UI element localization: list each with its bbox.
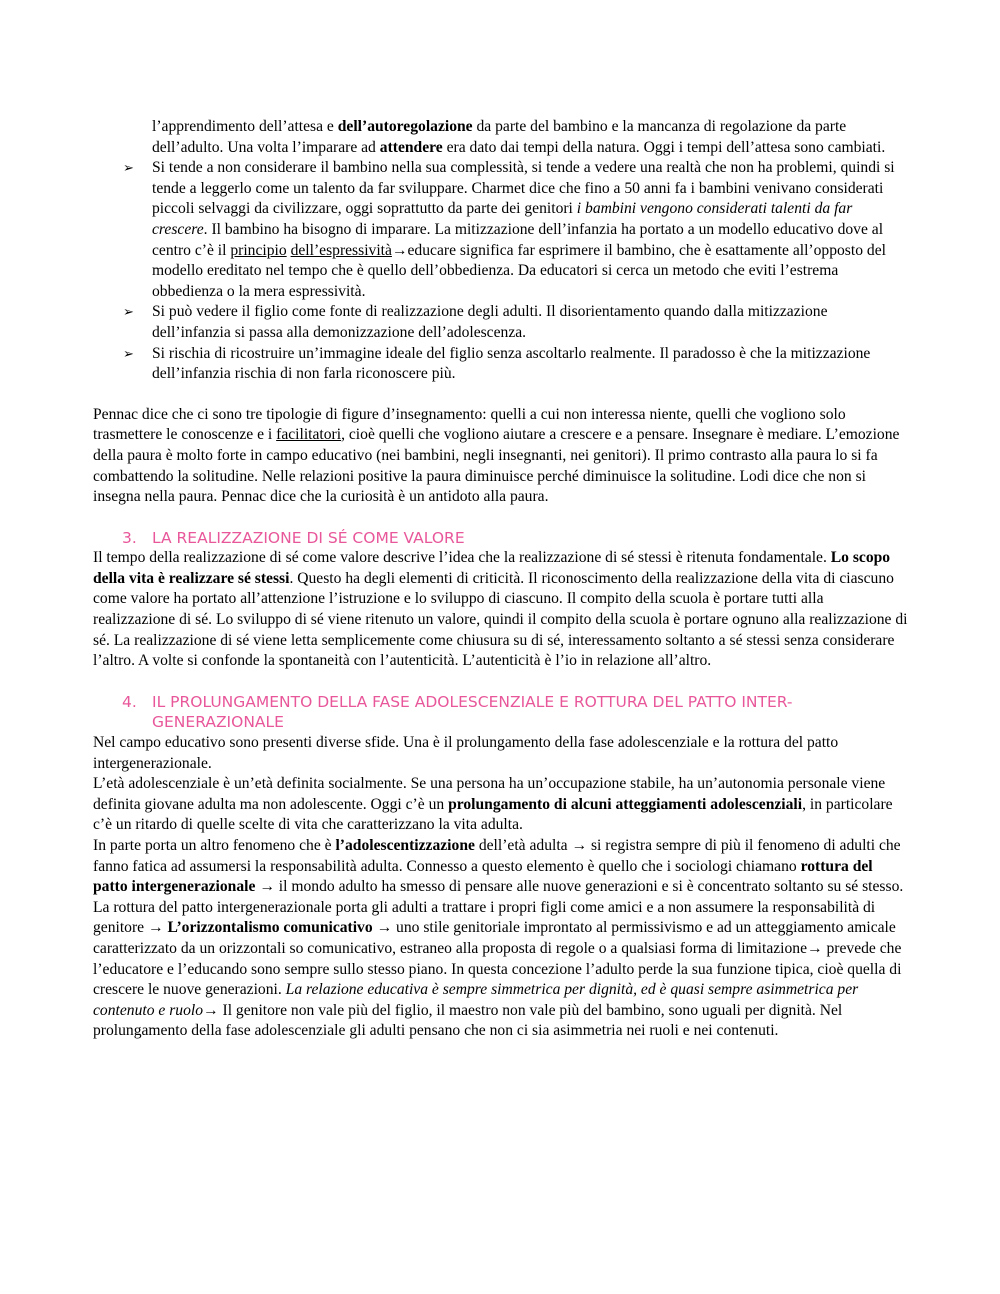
arrow-bullet-icon: ➢ bbox=[123, 345, 134, 361]
text-run: prolungamento di alcuni atteggiamenti adolescenziali bbox=[448, 795, 803, 813]
arrow-bullet-icon: ➢ bbox=[123, 304, 134, 320]
bullet-text bbox=[152, 345, 870, 383]
section-number: 3. bbox=[122, 528, 137, 547]
text-run: dell’espressività bbox=[290, 241, 392, 259]
arrow-right-icon: → bbox=[571, 837, 588, 854]
text-run: . Questo ha degli elementi di criticità. Il riconoscimento della realizzazione della vita di ciascuno come valore ha portato all’attenzione l’istruzione e lo sviluppo di ciascuno. Il compito della scuola è portare tutti alla realizzazione di sé. Lo sviluppo di sé viene ritenuto un valore, quindi il compito della scuola è portare ognuno alla realizzazione di sé. La realizzazione di sé viene letta semplicemente come chiusura su di sé, interessamento soltanto a sé stessi senza considerare l’altro. A volte si confonde la spontaneità con l’autenticità. L’autenticità è l’io in relazione all’altro. bbox=[93, 569, 908, 670]
text-run: l’adolescentizzazione bbox=[335, 837, 475, 854]
arrow-right-icon: → bbox=[807, 939, 823, 957]
text-run: educare significa far esprimere il bambino, che è esattamente all’opposto del modello ereditato nel tempo che è quello dell’obbedienza. Da educatori si cerca un metodo che eviti l’estrema obbedienza o la mera espressività. bbox=[152, 241, 886, 300]
bullet-text bbox=[152, 159, 895, 300]
arrow-right-icon: → bbox=[148, 919, 164, 937]
text-run: L’orizzontalismo comunicativo bbox=[167, 919, 373, 937]
spacer bbox=[93, 672, 908, 692]
text-run: prevede che l’educatore e l’educando sono sempre sullo stesso piano. In questa concezione l’adulto perde la sua funzione tipica, cioè quella di crescere le nuove generazioni. bbox=[93, 939, 902, 999]
arrow-right-icon: → bbox=[376, 919, 393, 937]
text-run: principio bbox=[230, 241, 287, 259]
text-run: La relazione educativa è sempre simmetrica per dignità, ed è quasi sempre asimmetrica per contenuto e ruolo bbox=[93, 981, 859, 1019]
bullet-item bbox=[93, 302, 908, 343]
text-run: , cioè quelli che vogliono aiutare a crescere e a pensare. Insegnare è mediare. L’emozione della paura è molto forte in campo educativo (nei bambini, negli insegnanti, nei genitori). Il primo contrasto alla paura lo si fa combattendo la solitudine. Nelle relazioni positive la paura diminuisce perché diminuisce la solitudine. Lodi dice che non si insegna nella paura. Pennac dice che la curiosità è un antidoto alla paura. bbox=[93, 426, 900, 506]
text-run: l’apprendimento dell’attesa e bbox=[152, 118, 338, 135]
section-title: LA REALIZZAZIONE DI SÉ COME VALORE bbox=[152, 528, 465, 547]
text-run: si registra sempre di più il fenomeno di adulti che fanno fatica ad assumersi la responsabilità adulta. Connesso a questo elemento è quello che i sociologi chiamano bbox=[93, 837, 901, 875]
text-run: Nel campo educativo sono presenti diverse sfide. Una è il prolungamento della fase adolescenziale e la rottura del patto intergenerazionale. bbox=[93, 734, 839, 772]
text-run: Si può vedere il figlio come fonte di realizzazione degli adulti. Il disorientamento quando dalla mitizzazione dell’infanzia si passa alla demonizzazione dell’adolescenza. bbox=[152, 303, 828, 341]
text-run: i bambini vengono considerati talenti da far crescere bbox=[152, 200, 853, 238]
text-run: facilitatori bbox=[276, 426, 342, 444]
bullet-continuation-paragraph bbox=[152, 117, 908, 158]
text-run: rottura del patto intergenerazionale bbox=[93, 857, 873, 896]
text-run: Il genitore non vale più del figlio, il maestro non vale più del bambino, sono uguali per dignità. Nel prolungamento della fase adolescenziale gli adulti pensano che non ci sia asimmetria nei ruoli e nei contenuti. bbox=[93, 1001, 843, 1040]
section-4-paragraph bbox=[93, 836, 908, 1042]
text-run: Lo scopo della vita è realizzare sé stessi bbox=[93, 549, 891, 587]
arrow-bullet-icon: ➢ bbox=[123, 160, 134, 176]
bullet-list bbox=[93, 158, 908, 385]
arrow-right-icon: → bbox=[391, 241, 408, 259]
section-number: 4. bbox=[122, 692, 137, 711]
text-run: Si tende a non considerare il bambino nella sua complessità, si tende a vedere una realtà che non ha problemi, quindi si tende a leggerlo come un talento da far sviluppare. Charmet dice che fino a 50 anni fa i bambini venivano considerati piccoli selvaggi da civilizzare, oggi soprattutto da parte dei genitori bbox=[152, 159, 895, 218]
text-run: , in particolare c’è un ritardo di quelle scelte di vita che caratterizzano la vita adulta. bbox=[93, 795, 893, 834]
section-4-paragraph bbox=[93, 774, 908, 836]
text-run: uno stile genitoriale improntato al permissivismo e ad un atteggiamento amicale caratterizzato da un orizzontali so comunicativo, estraneo alla proposta di regole o a qualsiasi forma di limitazione bbox=[93, 919, 896, 957]
section-title: IL PROLUNGAMENTO DELLA FASE ADOLESCENZIALE E ROTTURA DEL PATTO INTER-GENERAZIONALE bbox=[152, 692, 793, 732]
bullet-text bbox=[152, 303, 828, 341]
bullet-item bbox=[93, 344, 908, 385]
text-run: il mondo adulto ha smesso di pensare alle nuove generazioni e si è concentrato soltanto su sé stesso. La rottura del patto intergenerazionale porta gli adulti a trattare i propri figli come amici e a non assumere la responsabilità di genitore bbox=[93, 878, 904, 937]
text-run: da parte del bambino e la mancanza di regolazione da parte dell’adulto. Una volta l’imparare ad bbox=[152, 118, 847, 156]
bullet-item bbox=[93, 158, 908, 302]
text-run: Il tempo della realizzazione di sé come valore descrive l’idea che la realizzazione di sé stessi è ritenuta fondamentale. bbox=[93, 549, 831, 567]
spacer bbox=[93, 508, 908, 528]
text-run: Si rischia di ricostruire un’immagine ideale del figlio senza ascoltarlo realmente. Il paradosso è che la mitizzazione dell’infanzia rischia di non farla riconoscere più. bbox=[152, 344, 871, 383]
spacer bbox=[93, 385, 908, 405]
section-3-paragraph bbox=[93, 548, 908, 672]
pennac-paragraph bbox=[93, 405, 908, 508]
arrow-right-icon: → bbox=[259, 878, 275, 896]
text-run: In parte porta un altro fenomeno che è bbox=[93, 837, 336, 854]
section-4-heading bbox=[93, 692, 908, 733]
section-4-paragraph bbox=[93, 733, 908, 774]
text-run: L’età adolescenziale è un’età definita socialmente. Se una persona ha un’occupazione stabile, ha un’autonomia personale viene definita giovane adulta ma non adolescente. Oggi c’è un bbox=[93, 775, 886, 813]
text-run: attendere bbox=[379, 138, 443, 156]
section-3-heading bbox=[93, 528, 908, 549]
arrow-right-icon: → bbox=[203, 1001, 219, 1019]
page-content bbox=[93, 117, 908, 1042]
text-run: dell’autoregolazione bbox=[337, 118, 473, 135]
text-run: . Il bambino ha bisogno di imparare. La mitizzazione dell’infanzia ha portato a un modello educativo dove al centro c’è il bbox=[152, 220, 884, 259]
text-run: dell’età adulta bbox=[474, 837, 572, 854]
text-run: Pennac dice che ci sono tre tipologie di figure d’insegnamento: quelli a cui non interessa niente, quelli che vogliono solo trasmettere le conoscenze e i bbox=[93, 405, 846, 444]
text-run: era dato dai tempi della natura. Oggi i tempi dell’attesa sono cambiati. bbox=[442, 138, 886, 156]
